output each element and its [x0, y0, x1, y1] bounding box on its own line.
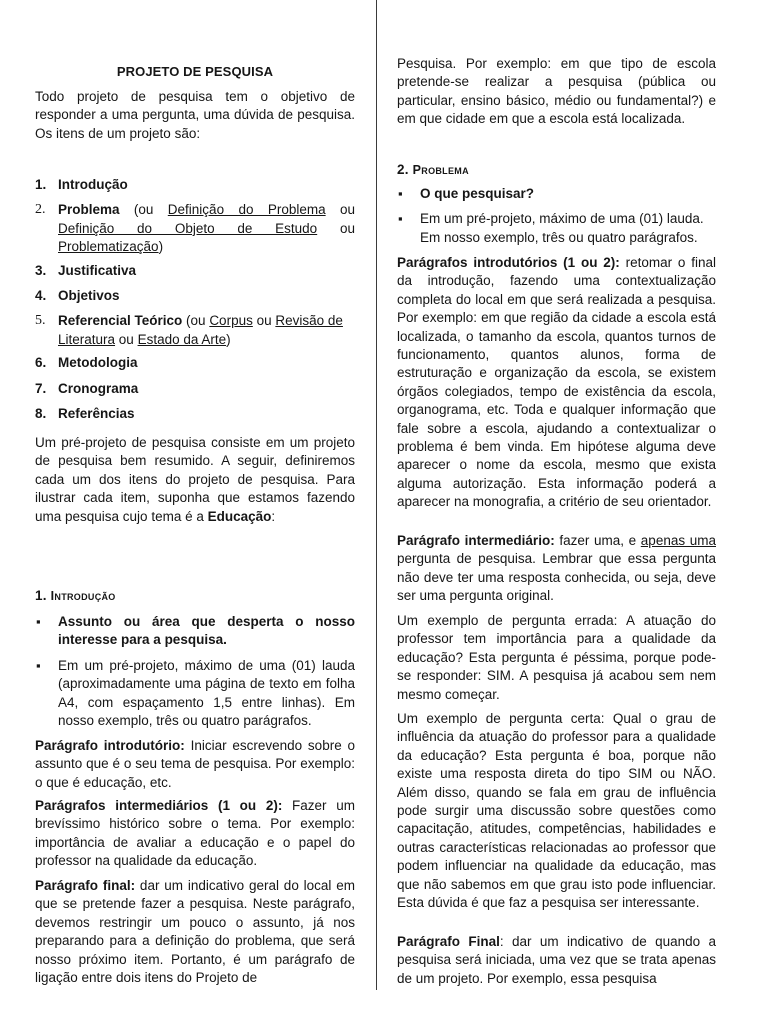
list-item: 2. Problema (ou Definição do Problema ou Definição do Objeto de Estudo ou Problematização)	[35, 202, 356, 255]
list-item: 1. Introdução	[35, 177, 128, 192]
intro-paragraph: Todo projeto de pesquisa tem o objetivo de responder a uma pergunta, uma dúvida de pesquisa. Os itens de um projeto são:	[35, 89, 355, 141]
list-item: 8. Referências	[35, 406, 135, 422]
section-heading-problema: 2. Problema	[397, 162, 469, 177]
intro-paragrafo-introdutorio: Parágrafo introdutório: Iniciar escrevendo sobre o assunto que é o seu tema de pesquisa. Por exemplo: o que é educação, etc.	[35, 738, 355, 790]
problema-paragrafo-final: Parágrafo Final: dar um indicativo de quando a pesquisa será iniciada, uma vez que se trata apenas de um projeto. Por exemplo, essa pesquisa	[397, 934, 717, 986]
column-divider	[376, 0, 377, 990]
list-item: 7. Cronograma	[35, 380, 139, 396]
intro-paragrafos-intermediarios: Parágrafos intermediários (1 ou 2): Fazer um brevíssimo histórico sobre o tema. Por exemplo: importância de avaliar a educação e o papel do professor na qualidade da educação.	[35, 798, 355, 869]
link-definicao-problema[interactable]: Definição do Problema	[167, 202, 326, 218]
section-heading-introducao: 1. Introdução	[35, 588, 116, 603]
problema-paragrafos-introdutorios: Parágrafos introdutórios (1 ou 2): retomar o final da introdução, fazendo uma contextualização completa do local em que será realizada a pesquisa. Por exemplo: em que região da cidade a escola está localizada, o tamanho da escola, quantos turnos de funcionamento, quantos alunos, forma de estruturação e organização da escola, se existem órgãos colegiados, tempo de existência da escola, organograma, etc. Toda e qualquer informação que fale sobre a escola, ajudando a contextualizar o problema é bem vinda. Em hipótese alguma deve aparecer o nome da escola, mesmo que exista alguma autorização. Esta informação poderá a aparecer na monografia, a critério de seu orientador.	[397, 255, 716, 510]
list-item: ▪ Em um pré-projeto, máximo de uma (01) lauda (aproximadamente uma página de texto em folha A4, com espaçamento 1,5 entre linhas). Em nosso exemplo, três ou quatro parágrafos.	[35, 657, 355, 731]
list-item: 5. Referencial Teórico (ou Corpus ou Revisão de Literatura ou Estado da Arte)	[35, 313, 343, 347]
exemplo-pergunta-certa: Um exemplo de pergunta certa: Qual o grau de influência da atuação do professor para a qualidade da educação? Esta pergunta é boa, porque não existe uma resposta direta do tipo SIM ou NÃO. Além disso, quando se fala em grau de influência pode surgir uma discussão sobre questões como capacitação, atitudes, competências, habilidades e outras características relacionadas ao professor que podem influenciar na qualidade da educação, mas que não sabemos em que grau isto pode influenciar. Esta dúvida é que faz a pesquisa ser interessante.	[397, 711, 716, 911]
link-definicao-objeto[interactable]: Definição do Objeto de Estudo	[58, 220, 318, 236]
pre-project-paragraph: Um pré-projeto de pesquisa consiste em um projeto de pesquisa bem resumido. A seguir, definiremos cada um dos itens do projeto de pesquisa. Para ilustrar cada item, suponha que estamos fazendo uma pesquisa cujo tema é a Educação:	[35, 435, 355, 524]
problema-paragrafo-intermediario: Parágrafo intermediário: fazer uma, e apenas uma pergunta de pesquisa. Lembrar que essa pergunta não deve ter uma resposta conhecida, ou seja, deve ser uma pergunta original.	[397, 533, 716, 604]
list-item: ▪ Em um pré-projeto, máximo de uma (01) lauda. Em nosso exemplo, três ou quatro parágrafos.	[397, 210, 716, 247]
list-item: ▪ O que pesquisar?	[397, 185, 716, 203]
introducao-bullets	[35, 613, 355, 730]
page-title: PROJETO DE PESQUISA	[116, 64, 274, 79]
link-estado-arte[interactable]: Estado da Arte	[137, 331, 227, 347]
link-corpus[interactable]: Corpus	[209, 313, 253, 329]
project-items-list	[35, 176, 355, 423]
list-item: ▪ Assunto ou área que desperta o nosso interesse para a pesquisa.	[35, 613, 355, 650]
problema-bullets	[397, 185, 716, 247]
intro-paragrafo-final: Parágrafo final: dar um indicativo geral do local em que se pretende fazer a pesquisa. Neste parágrafo, devemos restringir um pouco o assunto, já nos preparando para a definição do problema, que será nosso próximo item. Portanto, é um parágrafo de ligação entre dois itens do Projeto de	[35, 878, 355, 986]
link-revisao-literatura[interactable]: Revisão de Literatura	[58, 313, 343, 347]
link-problematizacao[interactable]: Problematização	[58, 239, 159, 255]
list-item: 4. Objetivos	[35, 288, 120, 304]
exemplo-pergunta-errada: Um exemplo de pergunta errada: A atuação do professor tem importância para a qualidade da educação? Esta pergunta é péssima, porque pode-se responder: SIM. A pesquisa já acabou sem nem mesmo começar.	[397, 613, 716, 702]
continuation-paragraph: Pesquisa. Por exemplo: em que tipo de escola pretende-se realizar a pesquisa (pública ou particular, ensino básico, médio ou fundamental?) e em que cidade em que a escola está localizada.	[397, 56, 716, 127]
list-item: 6. Metodologia	[35, 355, 138, 371]
list-item: 3. Justificativa	[35, 262, 137, 278]
